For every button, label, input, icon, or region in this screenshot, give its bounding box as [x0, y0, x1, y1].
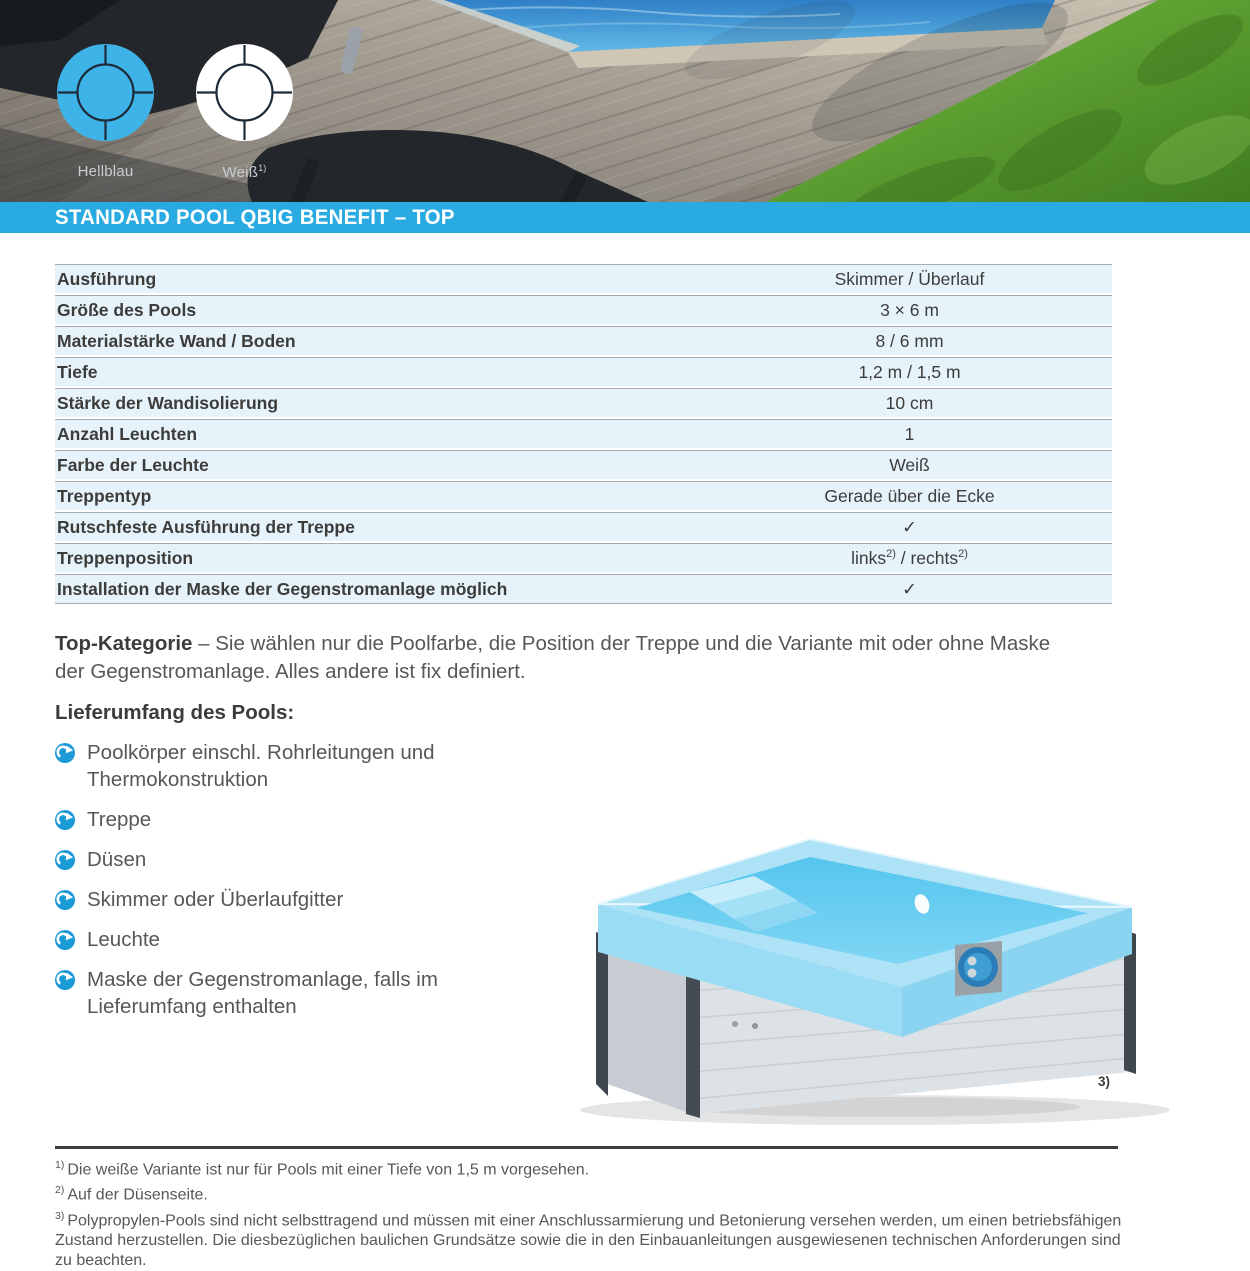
pool-3d-render [540, 812, 1190, 1130]
pool-render-figure [540, 812, 1190, 1130]
figure-footnote-ref: 3) [1098, 1074, 1111, 1089]
list-item [55, 926, 475, 953]
table-row [55, 326, 1112, 355]
spec-label: Ausführung [57, 268, 157, 289]
list-item [55, 966, 475, 1020]
hero-photo [0, 0, 1250, 202]
counterflow-mask [955, 941, 1002, 996]
spec-label: Anzahl Leuchten [57, 423, 198, 444]
footnote: $^{2)}$ Auf der Düsenseite. [55, 1184, 208, 1204]
table-row [55, 264, 1112, 293]
category-description [55, 630, 1080, 686]
spec-label: Installation der Maske der Gegenstromanlage möglich [57, 578, 508, 599]
spec-value: ✓ [902, 516, 917, 537]
list-item-label: Poolkörper einschl. Rohrleitungen und Thermokonstruktion [87, 741, 435, 791]
table-row [55, 574, 1112, 603]
arrow-bullet-icon [55, 930, 75, 950]
arrow-bullet-icon [55, 970, 75, 990]
page-title: STANDARD POOL QBIG BENEFIT – TOP [55, 205, 455, 229]
footnotes [55, 1155, 1133, 1271]
table-row [55, 450, 1112, 479]
spec-label: Treppentyp [57, 485, 152, 506]
spec-table [55, 264, 1112, 604]
category-text: – Sie wählen nur die Poolfarbe, die Position der Treppe und die Variante mit oder ohne Maske der Gegenstromanlage. Alles andere ist fix definiert. [55, 632, 1051, 683]
table-row [55, 419, 1112, 448]
swatch-label-hellblau: Hellblau [77, 163, 134, 180]
footnote: $^{3)}$ Polypropylen-Pools sind nicht selbsttragend und müssen mit einer Anschlussarmierung und Betonierung versehen werden, um einen betriebsfähigen Zustand herzustellen. Die diesbezüglichen baulichen Grundsätze sowie die in den Einbauanleitungen ausgewiesenen technischen Anforderungen sind zu beachten. [55, 1209, 1122, 1269]
section-header [0, 202, 1250, 233]
spec-value: ✓ [902, 578, 917, 599]
arrow-bullet-icon [55, 850, 75, 870]
category-name: Top-Kategorie [55, 632, 193, 655]
spec-label: Treppenposition [57, 547, 194, 568]
spec-label: Größe des Pools [57, 299, 197, 320]
list-item-label: Treppe [87, 808, 152, 831]
pool-color-icon [57, 44, 154, 141]
color-swatch-hellblau [57, 44, 154, 141]
list-item-label: Skimmer oder Überlaufgitter [87, 888, 344, 911]
scope-list [55, 739, 475, 1033]
spec-label: Stärke der Wandisolierung [57, 392, 279, 413]
arrow-bullet-icon [55, 810, 75, 830]
list-item [55, 886, 475, 913]
spec-value: 3 × 6 m [880, 299, 939, 320]
arrow-bullet-icon [55, 743, 75, 763]
spec-value: 1 [904, 423, 915, 444]
spec-value: 10 cm [885, 392, 934, 413]
footer-divider [55, 1146, 1118, 1149]
table-row [55, 543, 1112, 572]
spec-value: 8 / 6 mm [875, 330, 944, 351]
spec-label: Tiefe [57, 361, 98, 382]
table-row [55, 357, 1112, 386]
table-row [55, 295, 1112, 324]
list-item-label: Maske der Gegenstromanlage, falls im Lieferumfang enthalten [87, 968, 438, 1018]
list-item-label: Leuchte [87, 928, 160, 951]
table-row [55, 512, 1112, 541]
list-item [55, 846, 475, 873]
list-item [55, 739, 475, 793]
arrow-bullet-icon [55, 890, 75, 910]
spec-label: Rutschfeste Ausführung der Treppe [57, 516, 355, 537]
spec-value: Skimmer / Überlauf [834, 268, 985, 289]
footnote: $^{1)}$ Die weiße Variante ist nur für Pools mit einer Tiefe von 1,5 m vorgesehen. [55, 1159, 590, 1179]
spec-value: Gerade über die Ecke [824, 485, 995, 506]
spec-value: 1,2 m / 1,5 m [858, 361, 961, 382]
spec-value: links$^{2)}$ / rechts$^{2)}$ [851, 547, 968, 568]
spec-label: Farbe der Leuchte [57, 454, 209, 475]
spec-value: Weiß [889, 454, 930, 475]
color-swatch-weiss [196, 44, 293, 141]
pool-terrace-photo [0, 0, 1250, 202]
pool-color-icon [196, 44, 293, 141]
scope-heading: Lieferumfang des Pools: [55, 701, 295, 724]
swatch-label-weiss: Weiß$^{1)}$ [222, 163, 267, 181]
table-row [55, 481, 1112, 510]
list-item [55, 806, 475, 833]
spec-label: Materialstärke Wand / Boden [57, 330, 296, 351]
table-row [55, 388, 1112, 417]
list-item-label: Düsen [87, 848, 147, 871]
